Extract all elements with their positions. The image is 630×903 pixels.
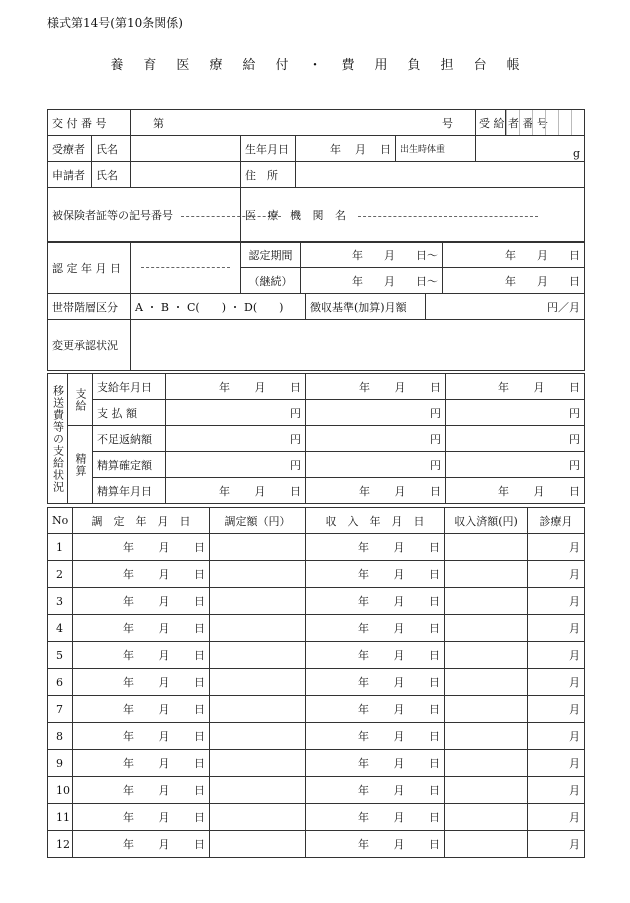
shunyu-amount-cell[interactable] [445,696,528,723]
title-char: 用 [374,58,388,73]
shunyu-date-cell[interactable]: 年 月 日 [306,561,445,588]
title-char: 担 [440,58,454,73]
title-char: 負 [407,58,421,73]
nintei-table [47,241,585,294]
chotei-amount-cell[interactable] [210,561,306,588]
jusho-label: 住 所 [241,162,296,188]
transfer-side-label: 移送費等の支給状況 [48,374,68,504]
nintei-from-2[interactable]: 年 月 日～ [301,268,443,294]
chotei-amount-cell[interactable] [210,804,306,831]
shunyu-amount-cell[interactable] [445,534,528,561]
nintei-date-field[interactable] [131,242,241,294]
shunyu-date-cell[interactable]: 年 月 日 [306,534,445,561]
shunyu-amount-cell[interactable] [445,750,528,777]
ledger-row [48,750,585,777]
transfer-cell[interactable]: 年 月 日 [166,374,306,400]
title-char: ・ [308,58,322,73]
transfer-row-label: 不足返納額 [93,426,166,452]
setai-table [47,293,585,371]
chotei-amount-cell[interactable] [210,696,306,723]
nintei-from-1[interactable]: 年 月 日～ [301,242,443,268]
choshu-field[interactable]: 円／月 [426,294,585,320]
shunyu-amount-cell[interactable] [445,804,528,831]
chotei-date-cell[interactable]: 年 月 日 [73,696,210,723]
transfer-cell[interactable]: 円 [166,400,306,426]
row-number: 6 [48,669,73,696]
shunyu-amount-cell[interactable] [445,723,528,750]
transfer-cell[interactable]: 年 月 日 [166,478,306,504]
kofu-bango-label: 交 付 番 号 [48,110,131,136]
keizoku-label: （継続） [241,268,301,294]
juryosha-name-field[interactable] [131,136,241,162]
transfer-cell[interactable]: 円 [306,426,446,452]
chotei-date-cell[interactable]: 年 月 日 [73,642,210,669]
row-number: 9 [48,750,73,777]
shunyu-amount-cell[interactable] [445,777,528,804]
birth-date-field[interactable]: 年 月 日 [296,136,396,162]
chotei-date-cell[interactable]: 年 月 日 [73,750,210,777]
row-number: 10 [48,777,73,804]
nintei-date-label: 認 定 年 月 日 [48,242,131,294]
transfer-row [48,478,585,504]
shunyu-amount-cell[interactable] [445,615,528,642]
transfer-cell[interactable]: 円 [446,426,585,452]
transfer-row-label: 支 払 額 [93,400,166,426]
ledger-row [48,615,585,642]
row-number: 5 [48,642,73,669]
ledger-header-cell: 調 定 年 月 日 [73,508,210,534]
shunyu-date-cell[interactable]: 年 月 日 [306,669,445,696]
iryo-kikan-label: 医 療 機 関 名 [245,209,350,222]
shimei-label-1: 氏名 [92,136,131,162]
header-table [47,109,585,243]
ledger-row [48,588,585,615]
row-number: 2 [48,561,73,588]
henko-field[interactable] [131,320,585,371]
shinryo-month-cell[interactable]: 月 [528,777,585,804]
shunyu-date-cell[interactable]: 年 月 日 [306,615,445,642]
ledger-header-cell: 診療月 [528,508,585,534]
chotei-date-cell[interactable]: 年 月 日 [73,534,210,561]
title-char: 育 [143,58,157,73]
shinryo-month-cell[interactable]: 月 [528,588,585,615]
chotei-date-cell[interactable]: 年 月 日 [73,615,210,642]
transfer-cell[interactable]: 円 [166,426,306,452]
jukyusha-bango-label: 受 給 者 番 号 [476,110,506,136]
shunyu-date-cell[interactable]: 年 月 日 [306,588,445,615]
transfer-table [47,373,585,504]
shunyu-date-cell[interactable]: 年 月 日 [306,696,445,723]
transfer-row [48,452,585,478]
chotei-date-cell[interactable]: 年 月 日 [73,777,210,804]
shinseisha-name-field[interactable] [131,162,241,188]
chotei-amount-cell[interactable] [210,588,306,615]
transfer-row [48,374,585,400]
birth-weight-field[interactable]: g [476,136,585,162]
juryosha-label: 受療者 [48,136,92,162]
ledger-header-cell: 収入済額(円) [445,508,528,534]
jukyusha-bango-boxes[interactable] [506,110,585,136]
chotei-date-cell[interactable]: 年 月 日 [73,831,210,858]
row-number: 1 [48,534,73,561]
title-char: 養 [110,58,124,73]
chotei-date-cell[interactable]: 年 月 日 [73,723,210,750]
transfer-cell[interactable]: 年 月 日 [446,478,585,504]
shusshoji-taiju-label: 出生時体重 [396,136,476,162]
transfer-cell[interactable]: 年 月 日 [446,374,585,400]
shinryo-month-cell[interactable]: 月 [528,831,585,858]
shunyu-amount-cell[interactable] [445,642,528,669]
shunyu-date-cell[interactable]: 年 月 日 [306,642,445,669]
shinryo-month-cell[interactable]: 月 [528,615,585,642]
kofu-bango-field[interactable] [131,110,476,136]
seisan-label: 精算 [68,426,93,504]
chotei-amount-cell[interactable] [210,615,306,642]
ledger-row [48,696,585,723]
dai-label: 第 [153,116,164,130]
shunyu-date-cell[interactable]: 年 月 日 [306,804,445,831]
chotei-date-cell[interactable]: 年 月 日 [73,588,210,615]
seinengappi-label: 生年月日 [241,136,296,162]
transfer-row [48,426,585,452]
shinseisha-label: 申請者 [48,162,92,188]
shikyu-label: 支給 [68,374,93,426]
shimei-label-2: 氏名 [92,162,131,188]
ledger-row [48,669,585,696]
shunyu-amount-cell[interactable] [445,561,528,588]
shunyu-amount-cell[interactable] [445,831,528,858]
chotei-amount-cell[interactable] [210,534,306,561]
shinryo-month-cell[interactable]: 月 [528,696,585,723]
shinryo-month-cell[interactable]: 月 [528,642,585,669]
transfer-cell[interactable]: 円 [166,452,306,478]
row-number: 11 [48,804,73,831]
title-char: 帳 [506,58,520,73]
title-char: 療 [209,58,223,73]
ledger-header-cell: No [48,508,73,534]
chotei-amount-cell[interactable] [210,831,306,858]
title-char: 付 [275,58,289,73]
row-number: 4 [48,615,73,642]
page-title [0,54,630,73]
transfer-cell[interactable]: 円 [446,452,585,478]
transfer-cell[interactable]: 円 [306,452,446,478]
ledger-row [48,831,585,858]
shunyu-amount-cell[interactable] [445,669,528,696]
shunyu-amount-cell[interactable] [445,588,528,615]
ledger-row [48,723,585,750]
ledger-row [48,534,585,561]
chotei-amount-cell[interactable] [210,723,306,750]
go-label: 号 [442,116,453,130]
setai-label: 世帯階層区分 [48,294,131,320]
transfer-cell[interactable]: 年 月 日 [306,478,446,504]
chotei-date-cell[interactable]: 年 月 日 [73,561,210,588]
title-char: 給 [242,58,256,73]
address-field[interactable] [296,162,585,188]
setai-value[interactable]: A ・ B ・ C( ) ・ D( ) [131,294,306,320]
transfer-row-label: 精算年月日 [93,478,166,504]
transfer-row [48,400,585,426]
title-char: 台 [473,58,487,73]
nintei-kikan-label: 認定期間 [241,242,301,268]
row-number: 7 [48,696,73,723]
chotei-amount-cell[interactable] [210,777,306,804]
ledger-row [48,561,585,588]
hihokensha-label: 被保険者証等の記号番号 [52,209,173,222]
chotei-amount-cell[interactable] [210,669,306,696]
shinryo-month-cell[interactable]: 月 [528,669,585,696]
row-number: 8 [48,723,73,750]
shinryo-month-cell[interactable]: 月 [528,723,585,750]
henko-label: 変更承認状況 [48,320,131,371]
shunyu-date-cell[interactable]: 年 月 日 [306,831,445,858]
ledger-row [48,642,585,669]
shinryo-month-cell[interactable]: 月 [528,750,585,777]
transfer-row-label: 支給年月日 [93,374,166,400]
nintei-to-1[interactable]: 年 月 日 [443,242,585,268]
ledger-header-cell: 収 入 年 月 日 [306,508,445,534]
shunyu-date-cell[interactable]: 年 月 日 [306,723,445,750]
shinryo-month-cell[interactable]: 月 [528,804,585,831]
hihokensha-row[interactable] [48,188,241,243]
chotei-amount-cell[interactable] [210,750,306,777]
transfer-row-label: 精算確定額 [93,452,166,478]
transfer-cell[interactable]: 年 月 日 [306,374,446,400]
row-number: 3 [48,588,73,615]
ledger-row [48,777,585,804]
chotei-date-cell[interactable]: 年 月 日 [73,804,210,831]
transfer-cell[interactable]: 円 [446,400,585,426]
iryo-kikan-row[interactable] [241,188,585,243]
form-number: 様式第14号(第10条関係) [47,16,183,30]
shinryo-month-cell[interactable]: 月 [528,534,585,561]
title-char: 費 [341,58,355,73]
choshu-label: 徴収基準(加算)月額 [306,294,426,320]
shinryo-month-cell[interactable]: 月 [528,561,585,588]
shunyu-date-cell[interactable]: 年 月 日 [306,777,445,804]
ledger-table [47,507,585,858]
ledger-row [48,804,585,831]
nintei-to-2[interactable]: 年 月 日 [443,268,585,294]
transfer-cell[interactable]: 円 [306,400,446,426]
ledger-header-cell: 調定額（円） [210,508,306,534]
title-char: 医 [176,58,190,73]
chotei-amount-cell[interactable] [210,642,306,669]
shunyu-date-cell[interactable]: 年 月 日 [306,750,445,777]
row-number: 12 [48,831,73,858]
chotei-date-cell[interactable]: 年 月 日 [73,669,210,696]
